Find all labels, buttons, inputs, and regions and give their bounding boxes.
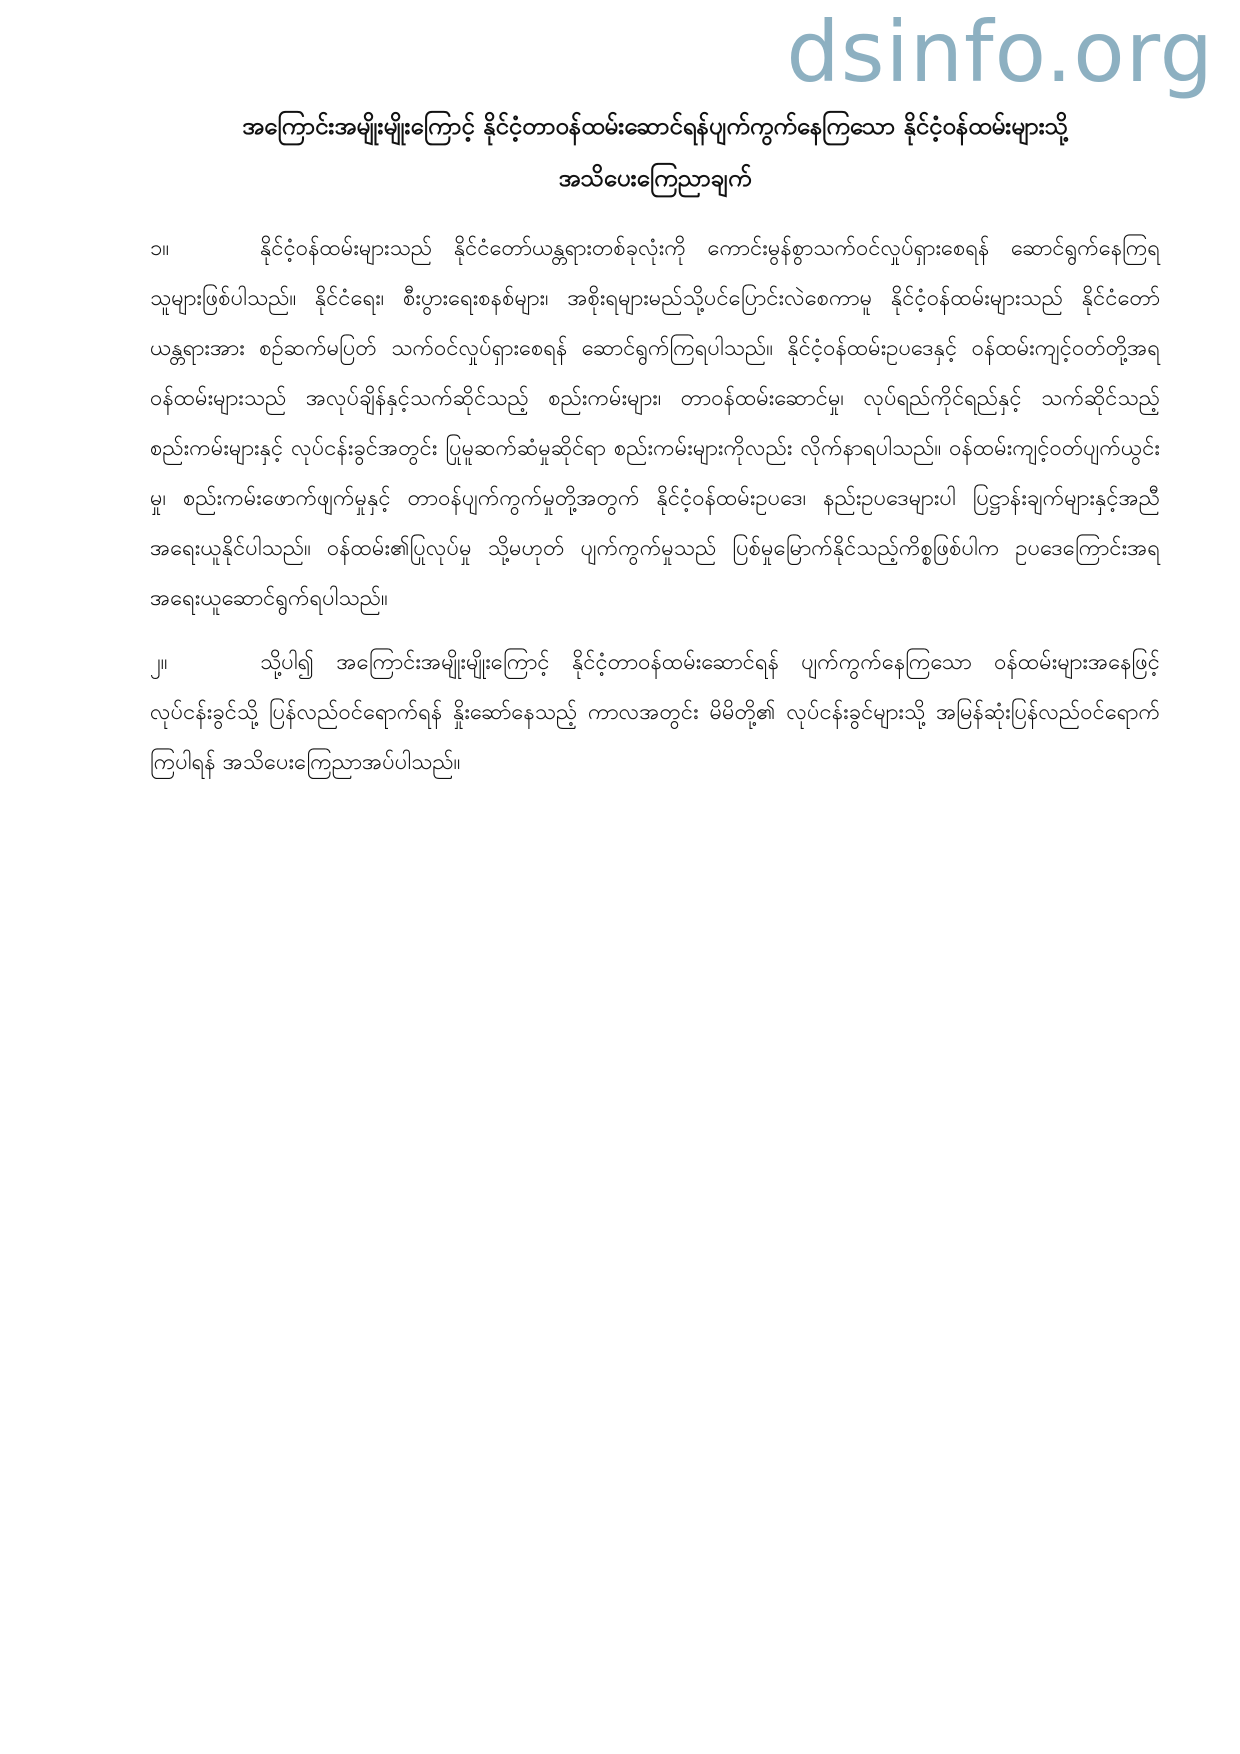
document-page [150, 100, 1160, 802]
title-line-2: အသိပေးကြေညာချက် [558, 164, 752, 192]
paragraph-1 [150, 224, 1160, 624]
title-line-1: အကြောင်းအမျိုးမျိုးကြောင့် နိုင်ငံ့တာဝန်ထမ်းဆောင်ရန်ပျက်ကွက်နေကြသော နိုင်ငံ့ဝန်ထမ်းများသို့ [242, 112, 1068, 140]
watermark: dsinfo.org [786, 3, 1214, 101]
paragraph-2 [150, 638, 1160, 788]
paragraph-1-number: ၁။ [150, 236, 170, 261]
paragraph-1-text: နိုင်ငံ့ဝန်ထမ်းများသည် နိုင်ငံတော်ယန္တရားတစ်ခုလုံးကို ကောင်းမွန်စွာသက်ဝင်လှုပ်ရှားစေရန် ဆောင်ရွက်နေကြရသူများဖြစ်ပါသည်။ နိုင်ငံရေး၊ စီးပွားရေးစနစ်များ၊ အစိုးရများမည်သို့ပင်ပြောင်းလဲစေကာမူ နိုင်ငံ့ဝန်ထမ်းများသည် နိုင်ငံတော်ယန္တရားအား စဉ်ဆက်မပြတ် သက်ဝင်လှုပ်ရှားစေရန် ဆောင်ရွက်ကြရပါသည်။ နိုင်ငံ့ဝန်ထမ်းဥပဒေနှင့် ဝန်ထမ်းကျင့်ဝတ်တို့အရ ဝန်ထမ်းများသည် အလုပ်ချိန်နှင့်သက်ဆိုင်သည့် စည်းကမ်းများ၊ တာဝန်ထမ်းဆောင်မှု၊ လုပ်ရည်ကိုင်ရည်နှင့် သက်ဆိုင်သည့် စည်းကမ်းများနှင့် လုပ်ငန်းခွင်အတွင်း ပြုမူဆက်ဆံမှုဆိုင်ရာ စည်းကမ်းများကိုလည်း လိုက်နာရပါသည်။ ဝန်ထမ်းကျင့်ဝတ်ပျက်ယွင်းမှု၊ စည်းကမ်းဖောက်ဖျက်မှုနှင့် တာဝန်ပျက်ကွက်မှုတို့အတွက် နိုင်ငံ့ဝန်ထမ်းဥပဒေ၊ နည်းဥပဒေများပါ ပြဋ္ဌာန်းချက်များနှင့်အညီ အရေးယူနိုင်ပါသည်။ ဝန်ထမ်း၏ပြုလုပ်မှု သို့မဟုတ် ပျက်ကွက်မှုသည် ပြစ်မှုမြောက်နိုင်သည့်ကိစ္စဖြစ်ပါက ဥပဒေကြောင်းအရ အရေးယူဆောင်ရွက်ရပါသည်။ [150, 236, 1160, 611]
document-title [150, 100, 1160, 204]
paragraph-2-text: သို့ပါ၍ အကြောင်းအမျိုးမျိုးကြောင့် နိုင်ငံ့တာဝန်ထမ်းဆောင်ရန် ပျက်ကွက်နေကြသော ဝန်ထမ်းများအနေဖြင့် လုပ်ငန်းခွင်သို့ ပြန်လည်ဝင်ရောက်ရန် နှိုးဆော်နေသည့် ကာလအတွင်း မိမိတို့၏ လုပ်ငန်းခွင်များသို့ အမြန်ဆုံးပြန်လည်ဝင်ရောက်ကြပါရန် အသိပေးကြေညာအပ်ပါသည်။ [150, 650, 1160, 775]
paragraph-2-number: ၂။ [150, 650, 168, 675]
